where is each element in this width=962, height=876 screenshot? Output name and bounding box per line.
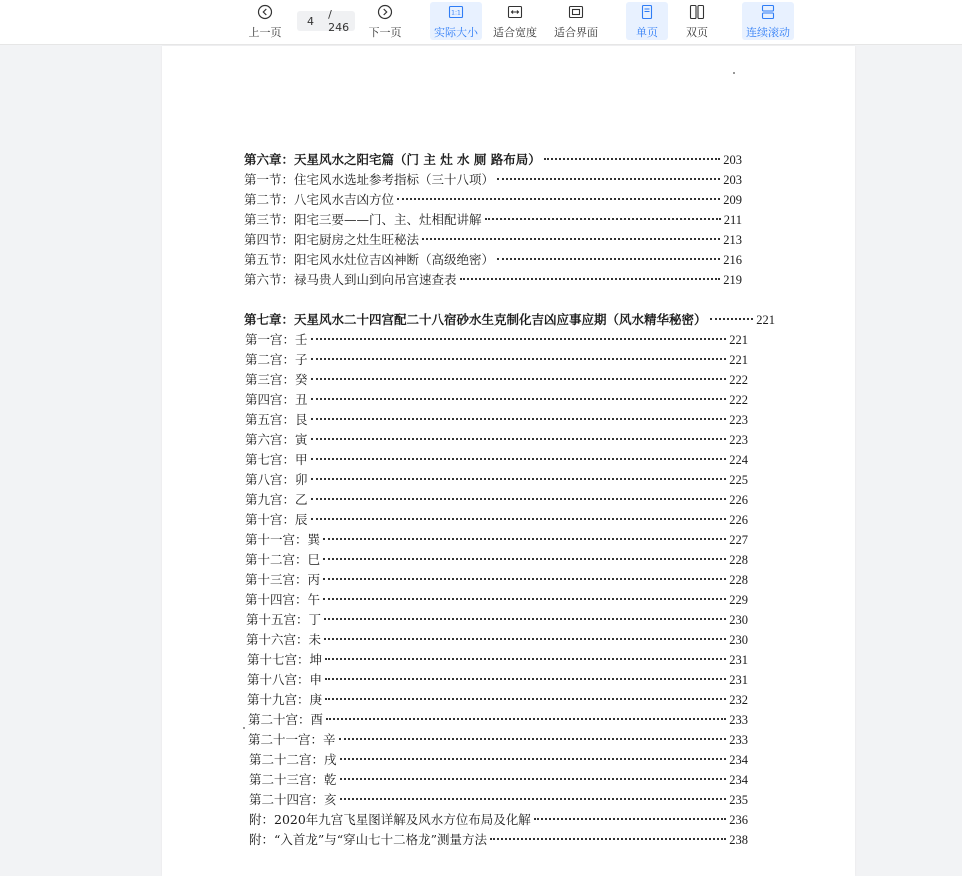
toc-leader-dots: [340, 778, 727, 780]
toc-leader-dots: [311, 378, 727, 380]
fit-width-label: 适合宽度: [493, 26, 537, 39]
toc-entry: [245, 570, 748, 588]
toc-leader-dots: [324, 638, 726, 640]
toc-entry: [245, 510, 748, 528]
toc-entry-title: 第六宫：寅: [245, 432, 308, 447]
toc-entry-title: 第二宫：子: [245, 352, 308, 367]
toc-entry-title: 第五节：阳宅风水灶位吉凶神断（高级绝密）: [244, 252, 495, 267]
toc-entry: [244, 310, 775, 328]
toc-leader-dots: [325, 678, 726, 680]
prev-page-label: 上一页: [248, 26, 282, 39]
toc-entry-page: 221: [729, 333, 748, 347]
actual-size-icon: [448, 4, 464, 20]
toc-leader-dots: [534, 818, 726, 820]
toc-entry-page: 233: [729, 733, 748, 747]
toc-entry-title: 第十八宫：申: [247, 672, 323, 687]
toc-entry: [244, 150, 742, 168]
toc-entry: [249, 790, 748, 808]
toc-entry-page: 209: [723, 193, 742, 207]
toc-leader-dots: [490, 838, 726, 840]
toc-leader-dots: [460, 278, 721, 280]
toc-entry: [244, 210, 742, 228]
toc-entry-page: 223: [729, 413, 748, 427]
toc-entry: [244, 250, 742, 268]
toc-leader-dots: [340, 798, 727, 800]
toc-leader-dots: [497, 178, 720, 180]
fit-width-icon: [507, 4, 523, 20]
double-page-button[interactable]: [676, 2, 718, 40]
toc-leader-dots: [311, 478, 727, 480]
toc-leader-dots: [397, 198, 720, 200]
toc-entry-title: 第二节：八宅风水吉凶方位: [244, 192, 395, 207]
toc-entry: [247, 670, 748, 688]
toc-entry-page: 221: [729, 353, 748, 367]
toc-entry: [245, 330, 748, 348]
continuous-scroll-icon: [760, 4, 776, 20]
toc-entry-page: 224: [729, 453, 748, 467]
toc-entry-title: 第四宫：丑: [245, 392, 308, 407]
toc-entry: [245, 390, 748, 408]
toc-leader-dots: [311, 398, 727, 400]
toc-leader-dots: [323, 558, 726, 560]
toc-entry-page: 234: [729, 773, 748, 787]
document-page: [162, 46, 855, 876]
toc-leader-dots: [325, 698, 726, 700]
toc-entry-page: 219: [723, 273, 742, 287]
toc-leader-dots: [311, 458, 727, 460]
toc-entry-title: 第三节：阳宅三要——门、主、灶相配讲解: [244, 212, 482, 227]
toc-leader-dots: [325, 658, 726, 660]
next-page-label: 下一页: [368, 26, 402, 39]
toc-entry: [248, 730, 748, 748]
single-page-icon: [639, 4, 655, 20]
toc-entry-page: 222: [729, 393, 748, 407]
fit-page-icon: [568, 4, 584, 20]
toc-entry: [249, 750, 748, 768]
total-pages: / 246: [328, 8, 350, 34]
double-page-label: 双页: [686, 26, 708, 39]
scan-speck: [243, 727, 245, 729]
toc-leader-dots: [323, 538, 726, 540]
toc-entry-title: 第六节：禄马贵人到山到向吊宫速查表: [244, 272, 457, 287]
toc-entry-page: 236: [729, 813, 748, 827]
svg-text:1:1: 1:1: [451, 9, 461, 17]
toc-entry-title: 第二十二宫：戌: [249, 752, 337, 767]
next-page-button[interactable]: [365, 2, 405, 40]
continuous-scroll-label: 连续滚动: [746, 26, 790, 39]
toc-entry-title: 第七宫：甲: [245, 452, 308, 467]
toc-entry-page: 233: [729, 713, 748, 727]
toc-entry-title: 第十三宫：丙: [245, 572, 321, 587]
toc-entry: [247, 690, 748, 708]
toc-entry-title: 第十九宫：庚: [247, 692, 323, 707]
toc-entry-title: 第十一宫：巽: [245, 532, 321, 547]
actual-size-button[interactable]: [430, 2, 482, 40]
single-page-label: 单页: [636, 26, 658, 39]
toc-entry: [249, 770, 748, 788]
toc-leader-dots: [485, 218, 721, 220]
toc-leader-dots: [311, 338, 727, 340]
toc-entry: [245, 370, 748, 388]
double-page-icon: [689, 4, 705, 20]
toc-entry-page: 228: [729, 573, 748, 587]
toc-entry: [245, 410, 748, 428]
toc-entry: [245, 550, 748, 568]
toc-entry-page: 230: [729, 613, 748, 627]
toc-entry: [245, 450, 748, 468]
toc-leader-dots: [339, 738, 727, 740]
toc-leader-dots: [311, 358, 727, 360]
toc-entry-page: 226: [729, 493, 748, 507]
toc-entry-page: 223: [729, 433, 748, 447]
toc-leader-dots: [324, 618, 726, 620]
toc-leader-dots: [311, 518, 727, 520]
toc-entry-page: 203: [723, 153, 742, 167]
toc-entry: [248, 710, 748, 728]
toc-entry-title: 第八宫：卯: [245, 472, 308, 487]
toc-entry-page: 213: [723, 233, 742, 247]
toc-entry-title: 第十宫：辰: [245, 512, 308, 527]
toc-entry: [245, 590, 748, 608]
toc-entry-title: 第十七宫：坤: [247, 652, 323, 667]
toc-entry-page: 226: [729, 513, 748, 527]
toc-entry: [245, 470, 748, 488]
toc-leader-dots: [340, 758, 727, 760]
toc-entry-page: 231: [729, 653, 748, 667]
toc-entry: [244, 170, 742, 188]
prev-page-button[interactable]: [245, 2, 285, 40]
toc-entry-title: 第一节：住宅风水选址参考指标（三十八项）: [244, 172, 495, 187]
toc-entry: [244, 230, 742, 248]
current-page-input[interactable]: 4: [307, 14, 314, 28]
toc-entry-title: 第三宫：癸: [245, 372, 308, 387]
toc-entry: [244, 190, 742, 208]
toc-leader-dots: [326, 718, 726, 720]
toc-entry-page: 203: [723, 173, 742, 187]
toc-leader-dots: [710, 318, 754, 320]
toc-entry-page: 229: [729, 593, 748, 607]
toc-entry: [249, 830, 748, 848]
toc-entry-title: 第二十宫：酉: [248, 712, 324, 727]
toc-entry: [245, 350, 748, 368]
toc-entry: [246, 630, 748, 648]
toc-entry-page: 221: [756, 313, 775, 327]
single-page-button[interactable]: [626, 2, 668, 40]
toc-entry-title: 第七章：天星风水二十四宫配二十八宿砂水生克制化吉凶应事应期（风水精华秘密）: [244, 312, 707, 327]
toc-entry-page: 234: [729, 753, 748, 767]
actual-size-label: 实际大小: [434, 26, 478, 39]
toc-leader-dots: [422, 238, 720, 240]
fit-page-button[interactable]: [550, 2, 602, 40]
toc-entry: [245, 430, 748, 448]
toc-entry: [245, 490, 748, 508]
toc-leader-dots: [311, 418, 727, 420]
toc-entry: [249, 810, 748, 828]
toc-entry-title: 附：“入首龙”与“穿山七十二格龙”测量方法: [249, 832, 488, 847]
continuous-scroll-button[interactable]: [742, 2, 794, 40]
toc-entry-title: 第二十三宫：乾: [249, 772, 337, 787]
toc-entry-title: 第十二宫：巳: [245, 552, 321, 567]
toc-leader-dots: [311, 498, 727, 500]
toc-entry-page: 222: [729, 373, 748, 387]
toc-entry: [245, 530, 748, 548]
toc-entry-title: 附：2020年九宫飞星图详解及风水方位布局及化解: [249, 812, 531, 827]
toc-entry: [247, 650, 748, 668]
toc-entry-page: 235: [729, 793, 748, 807]
toc-entry-title: 第二十一宫：辛: [248, 732, 336, 747]
toc-entry-title: 第十四宫：午: [245, 592, 321, 607]
toc-entry-page: 238: [729, 833, 748, 847]
toc-entry-page: 216: [723, 253, 742, 267]
toc-leader-dots: [544, 158, 720, 160]
toc-entry-page: 228: [729, 553, 748, 567]
toc-entry: [246, 610, 748, 628]
toc-entry-title: 第一宫：壬: [245, 332, 308, 347]
toc-entry-page: 232: [729, 693, 748, 707]
toc-entry-page: 227: [729, 533, 748, 547]
viewer-toolbar: [0, 0, 962, 45]
toc-leader-dots: [497, 258, 720, 260]
toc-entry-page: 230: [729, 633, 748, 647]
toc-entry-title: 第四节：阳宅厨房之灶生旺秘法: [244, 232, 420, 247]
toc-leader-dots: [323, 578, 726, 580]
toc-entry-page: 231: [729, 673, 748, 687]
toc-leader-dots: [323, 598, 726, 600]
fit-width-button[interactable]: [489, 2, 541, 40]
toc-entry-title: 第五宫：艮: [245, 412, 308, 427]
scan-speck: [733, 72, 735, 74]
toc-entry-page: 211: [723, 213, 742, 227]
chevron-left-circle-icon: [257, 4, 273, 20]
toc-entry-page: 225: [729, 473, 748, 487]
toc-entry-title: 第六章：天星风水之阳宅篇（门 主 灶 水 厕 路布局）: [244, 152, 541, 167]
toc-entry-title: 第二十四宫：亥: [249, 792, 337, 807]
toc-entry-title: 第十五宫：丁: [246, 612, 322, 627]
toc-leader-dots: [311, 438, 727, 440]
fit-page-label: 适合界面: [554, 26, 598, 39]
toc-entry: [244, 270, 742, 288]
chevron-right-circle-icon: [377, 4, 393, 20]
page-number-box: [297, 8, 355, 34]
toc-entry-title: 第十六宫：未: [246, 632, 322, 647]
toc-entry-title: 第九宫：乙: [245, 492, 308, 507]
